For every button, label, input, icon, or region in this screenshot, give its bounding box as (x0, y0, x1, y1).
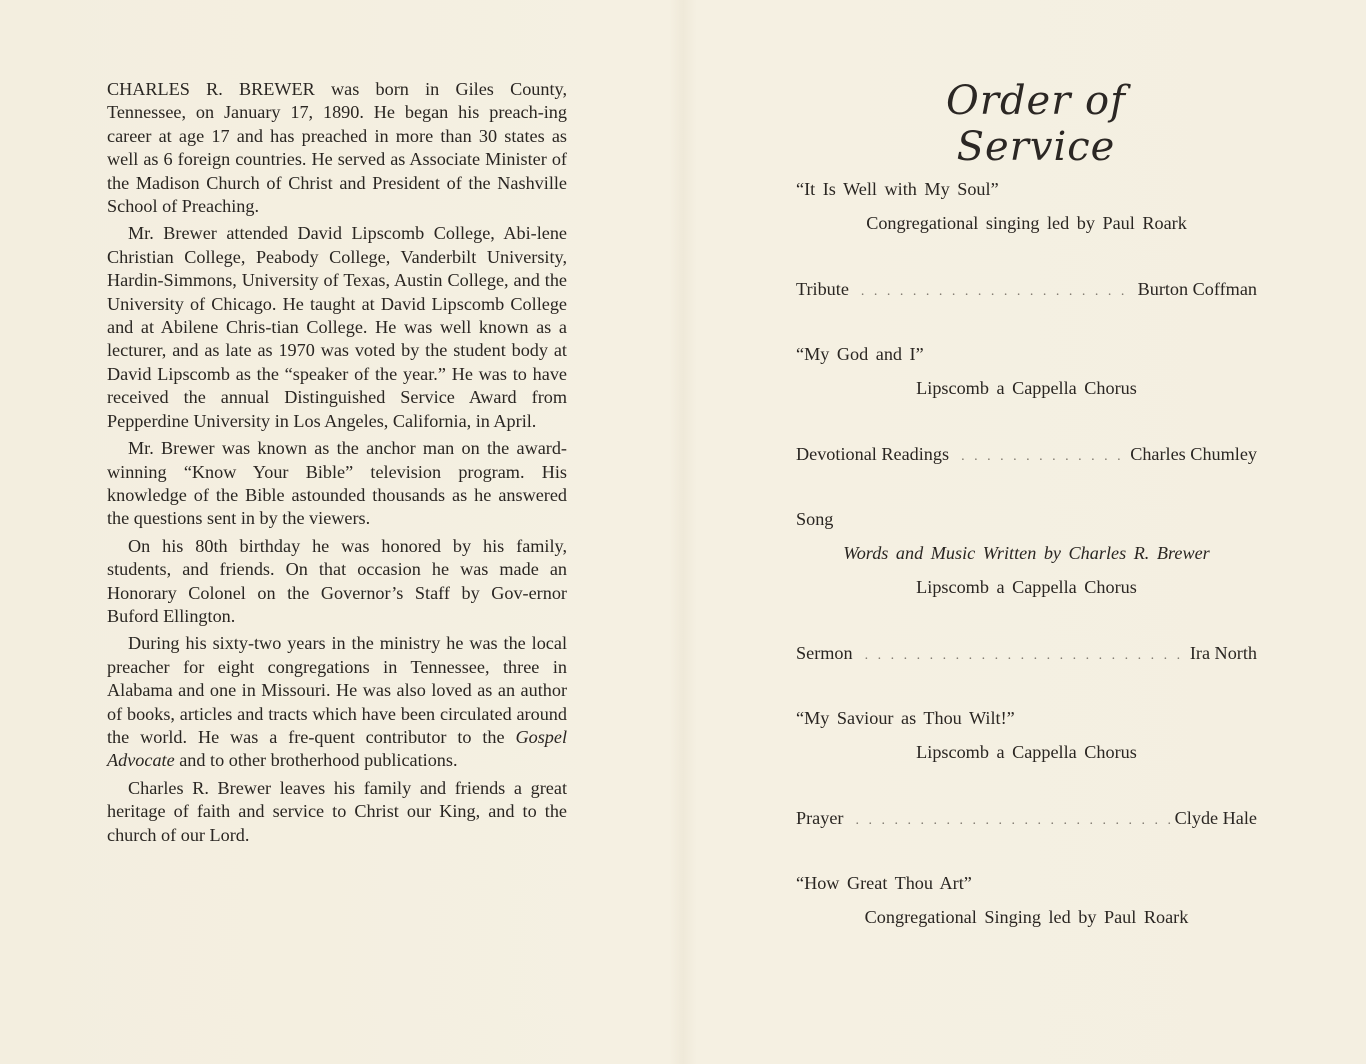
sermon-label: Sermon (796, 643, 853, 663)
bio-paragraph-1 (107, 78, 567, 218)
order-of-service-title: Order of Service (946, 78, 1126, 170)
dot-leader (861, 275, 1134, 309)
bio-paragraph-5-text-a: During his sixty-two years in the ministry he was the local preacher for eight congregations in Tennessee, three in Alabama and one in Missouri. He was also loved as an author of books, articles and tracts which have been circulated around the world. He was a fre-quent contributor to the (107, 633, 567, 747)
song-credit: Words and Music Written by Charles R. Brewer (843, 543, 1210, 563)
tribute-person: Burton Coffman (1137, 279, 1257, 299)
hymn-1-leader: Congregational singing led by Paul Roark (866, 213, 1187, 233)
hymn-1-title: “It Is Well with My Soul” (796, 179, 999, 199)
bio-paragraph-4: On his 80th birthday he was honored by his family, students, and friends. On that occasion he was made an Honorary Colonel on the Governor’s Staff by Gov-ernor Buford Ellington. (107, 535, 567, 626)
publication-title: Gospel Advocate (107, 726, 567, 771)
hymn-2-leader: Congregational Singing led by Paul Roark (864, 907, 1189, 927)
tribute-row (796, 272, 1257, 306)
bio-paragraph-5 (107, 632, 567, 772)
readings-label: Devotional Readings (796, 444, 950, 464)
hymn-2 (796, 866, 1257, 934)
anthem-2-title: “My Saviour as Thou Wilt!” (796, 708, 1015, 728)
bio-paragraph-3: Mr. Brewer was known as the anchor man on the award-winning “Know Your Bible” television program. His knowledge of the Bible astounded thousands as he answered the questions sent in by the viewers. (107, 438, 567, 529)
bio-name: CHARLES R. BREWER (107, 79, 315, 99)
readings-row (796, 437, 1257, 471)
song (796, 502, 1257, 604)
sermon-person: Ira North (1189, 643, 1257, 663)
sermon-row (796, 636, 1257, 670)
song-label: Song (796, 509, 834, 529)
anthem-1 (796, 337, 1257, 405)
bio-paragraph-6: Charles R. Brewer leaves his family and friends a great heritage of faith and service to Christ our King, and to the church of our Lord. (107, 777, 567, 845)
anthem-2 (796, 701, 1257, 769)
hymn-1 (796, 172, 1257, 240)
anthem-2-performer: Lipscomb a Cappella Chorus (916, 742, 1137, 762)
bio-paragraph-1-text: was born in Giles County, Tennessee, on January 17, 1890. He began his preach-ing career at age 17 and has preached in more than 30 states as well as 6 foreign countries. He served as Associate Minister of the Madison Church of Christ and President of the Nashville School of Preaching. (107, 79, 567, 217)
song-performer: Lipscomb a Cappella Chorus (916, 577, 1137, 597)
prayer-label: Prayer (796, 808, 844, 828)
bio-paragraph-5-text-b: and to other brotherhood publications. (174, 750, 458, 771)
hymn-2-title: “How Great Thou Art” (796, 873, 972, 893)
anthem-1-title: “My God and I” (796, 344, 924, 364)
tribute-label: Tribute (796, 279, 849, 299)
dot-leader (855, 804, 1170, 838)
biography-column (107, 78, 567, 851)
dot-leader (961, 440, 1126, 474)
prayer-row (796, 801, 1257, 835)
dot-leader (865, 639, 1186, 673)
anthem-1-performer: Lipscomb a Cappella Chorus (916, 378, 1137, 398)
readings-person: Charles Chumley (1130, 444, 1257, 464)
prayer-person: Clyde Hale (1174, 808, 1257, 828)
bio-paragraph-2: Mr. Brewer attended David Lipscomb College, Abi-lene Christian College, Peabody College, Vanderbilt University, Hardin-Simmons, University of Texas, Austin College, and the University of Chicago. He taught at David Lipscomb College and at Abilene Chris-tian College. He was well known as a lecturer, and as late as 1970 was voted by the student body at David Lipscomb as the “speaker of the year.” He was to have received the annual Distinguished Service Award from Pepperdine University in Los Angeles, California, in April. (107, 223, 567, 431)
